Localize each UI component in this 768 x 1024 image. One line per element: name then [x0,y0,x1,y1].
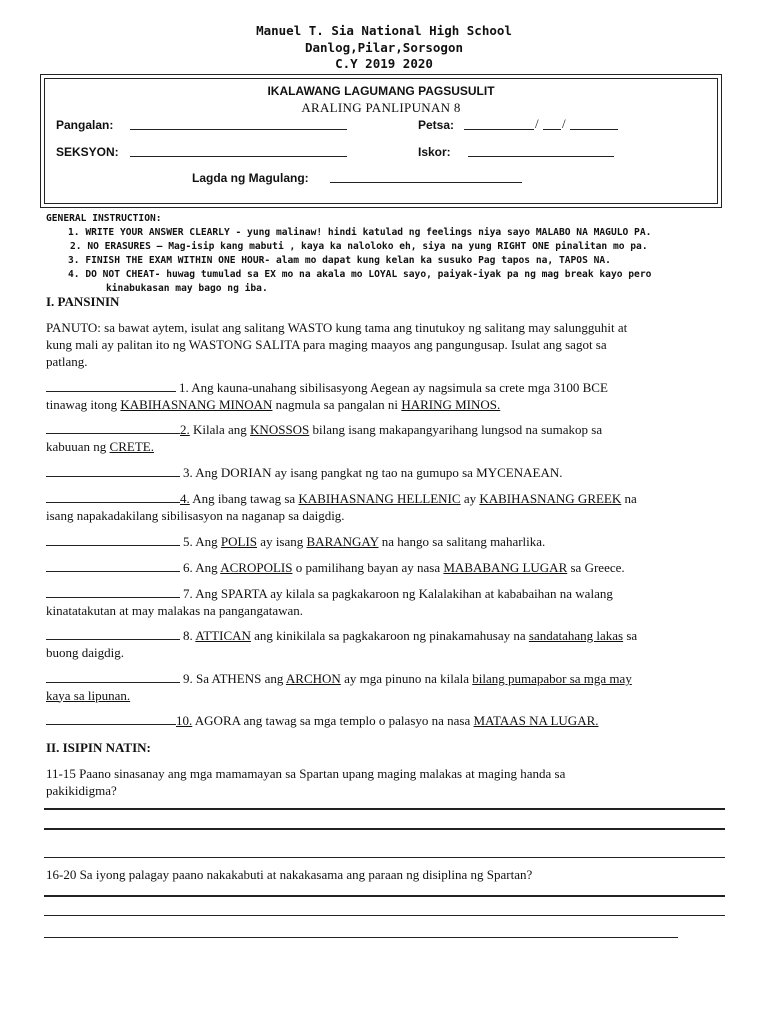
date-separator: / [562,116,566,131]
question-1: 1. Ang kauna-unahang sibilisasyong Aegean ay nagsimula sa crete mga 3100 BCE tinawag itong KABIHASNANG MINOAN nagmula sa pangalan ni HARING MINOS. [46,380,608,412]
panuto-line: patlang. [46,354,88,369]
question-4: 4. Ang ibang tawag sa KABIHASNANG HELLENIC ay KABIHASNANG GREEK na isang napakadakilang sibilisasyon na naganap sa daigdig. [46,491,637,523]
essay-answer-line[interactable] [44,828,725,830]
date-label: Petsa: [418,118,455,132]
question-7: 7. Ang SPARTA ay kilala sa pagkakaroon ng Kalalakihan at kababaihan na walang kinatatakutan at may malakas na pangangatawan. [46,586,613,618]
essay-answer-line[interactable] [44,895,725,897]
question-3: 3. Ang DORIAN ay isang pangkat ng tao na gumupo sa MYCENAEAN. [46,465,736,482]
instruction-item-continued: kinabukasan may bago ng iba. [106,283,268,294]
score-field[interactable] [468,144,614,157]
section-label: SEKSYON: [56,145,119,159]
school-year: C.Y 2019 2020 [335,56,433,71]
score-label: Iskor: [418,145,451,159]
answer-blank[interactable] [46,560,180,572]
question-2: 2. Kilala ang KNOSSOS bilang isang makapangyarihang lungsod na sumakop sa kabuuan ng CRETE. [46,422,603,454]
answer-blank[interactable] [46,586,180,598]
subject-title: ARALING PANLIPUNAN 8 [301,100,461,115]
answer-blank[interactable] [46,491,180,503]
essay-answer-line[interactable] [44,808,725,810]
name-label: Pangalan: [56,118,114,132]
answer-blank[interactable] [46,422,180,434]
part1-title: I. PANSININ [46,294,120,309]
instruction-item: 2. NO ERASURES – Mag-isip kang mabuti , kaya ka naloloko eh, siya na yung RIGHT ONE pinalitan mo pa. [70,241,648,252]
essay-answer-line[interactable] [44,937,678,938]
question-8: 8. ATTICAN ang kinikilala sa pagkakaroon ng pinakamahusay na sandatahang lakas sa buong daigdig. [46,628,638,660]
school-address: Danlog,Pilar,Sorsogon [304,40,464,55]
question-5: 5. Ang POLIS ay isang BARANGAY na hango sa salitang maharlika. [46,534,736,551]
instruction-item: 3. FINISH THE EXAM WITHIN ONE HOUR- alam mo dapat kung kelan ka susuko Pag tapos na, TAPOS NA. [68,255,611,266]
panuto-line: PANUTO: sa bawat aytem, isulat ang salitang WASTO kung tama ang tinutukoy ng salitang may salungguhit at [46,320,628,335]
part2-title: II. ISIPIN NATIN: [46,740,151,755]
panuto-line: kung mali ay palitan ito ng WASTONG SALITA para maging maayos ang pangungusap. Isulat ang sagot sa [46,337,607,352]
answer-blank[interactable] [46,671,180,683]
answer-blank[interactable] [46,380,176,392]
question-9: 9. Sa ATHENS ang ARCHON ay mga pinuno na kilala bilang pumapabor sa mga may kaya sa lipunan. [46,671,632,703]
answer-blank[interactable] [46,465,180,477]
name-field[interactable] [130,117,347,130]
answer-blank[interactable] [46,628,180,640]
instruction-item: 4. DO NOT CHEAT- huwag tumulad sa EX mo na akala mo LOYAL sayo, paiyak-iyak pa ng mag break kayo pero [68,269,652,280]
section-field[interactable] [130,144,347,157]
question-6: 6. Ang ACROPOLIS o pamilihang bayan ay nasa MABABANG LUGAR sa Greece. [46,560,736,577]
parent-signature-label: Lagda ng Magulang: [192,171,309,185]
essay-question-2: 16-20 Sa iyong palagay paano nakakabuti at nakakasama ang paraan ng disiplina ng Spartan? [46,867,533,882]
parent-signature-field[interactable] [330,170,522,183]
date-separator: / [535,116,539,131]
essay-question-1-continued: pakikidigma? [46,783,117,798]
essay-answer-line[interactable] [44,857,725,858]
question-10: 10. AGORA ang tawag sa mga templo o palasyo na nasa MATAAS NA LUGAR. [46,713,736,730]
essay-answer-line[interactable] [44,915,725,916]
instruction-item: 1. WRITE YOUR ANSWER CLEARLY - yung malinaw! hindi katulad ng feelings niya sayo MALABO NA MAGULO PA. [68,227,652,238]
general-instruction-title: GENERAL INSTRUCTION: [46,213,162,224]
answer-blank[interactable] [46,713,176,725]
school-name: Manuel T. Sia National High School [256,23,512,38]
exam-title: IKALAWANG LAGUMANG PAGSUSULIT [267,84,495,98]
date-day-field[interactable] [543,117,561,130]
date-month-field[interactable] [464,117,534,130]
essay-question-1: 11-15 Paano sinasanay ang mga mamamayan sa Spartan upang maging malakas at maging handa sa [46,766,566,781]
answer-blank[interactable] [46,534,180,546]
date-year-field[interactable] [570,117,618,130]
